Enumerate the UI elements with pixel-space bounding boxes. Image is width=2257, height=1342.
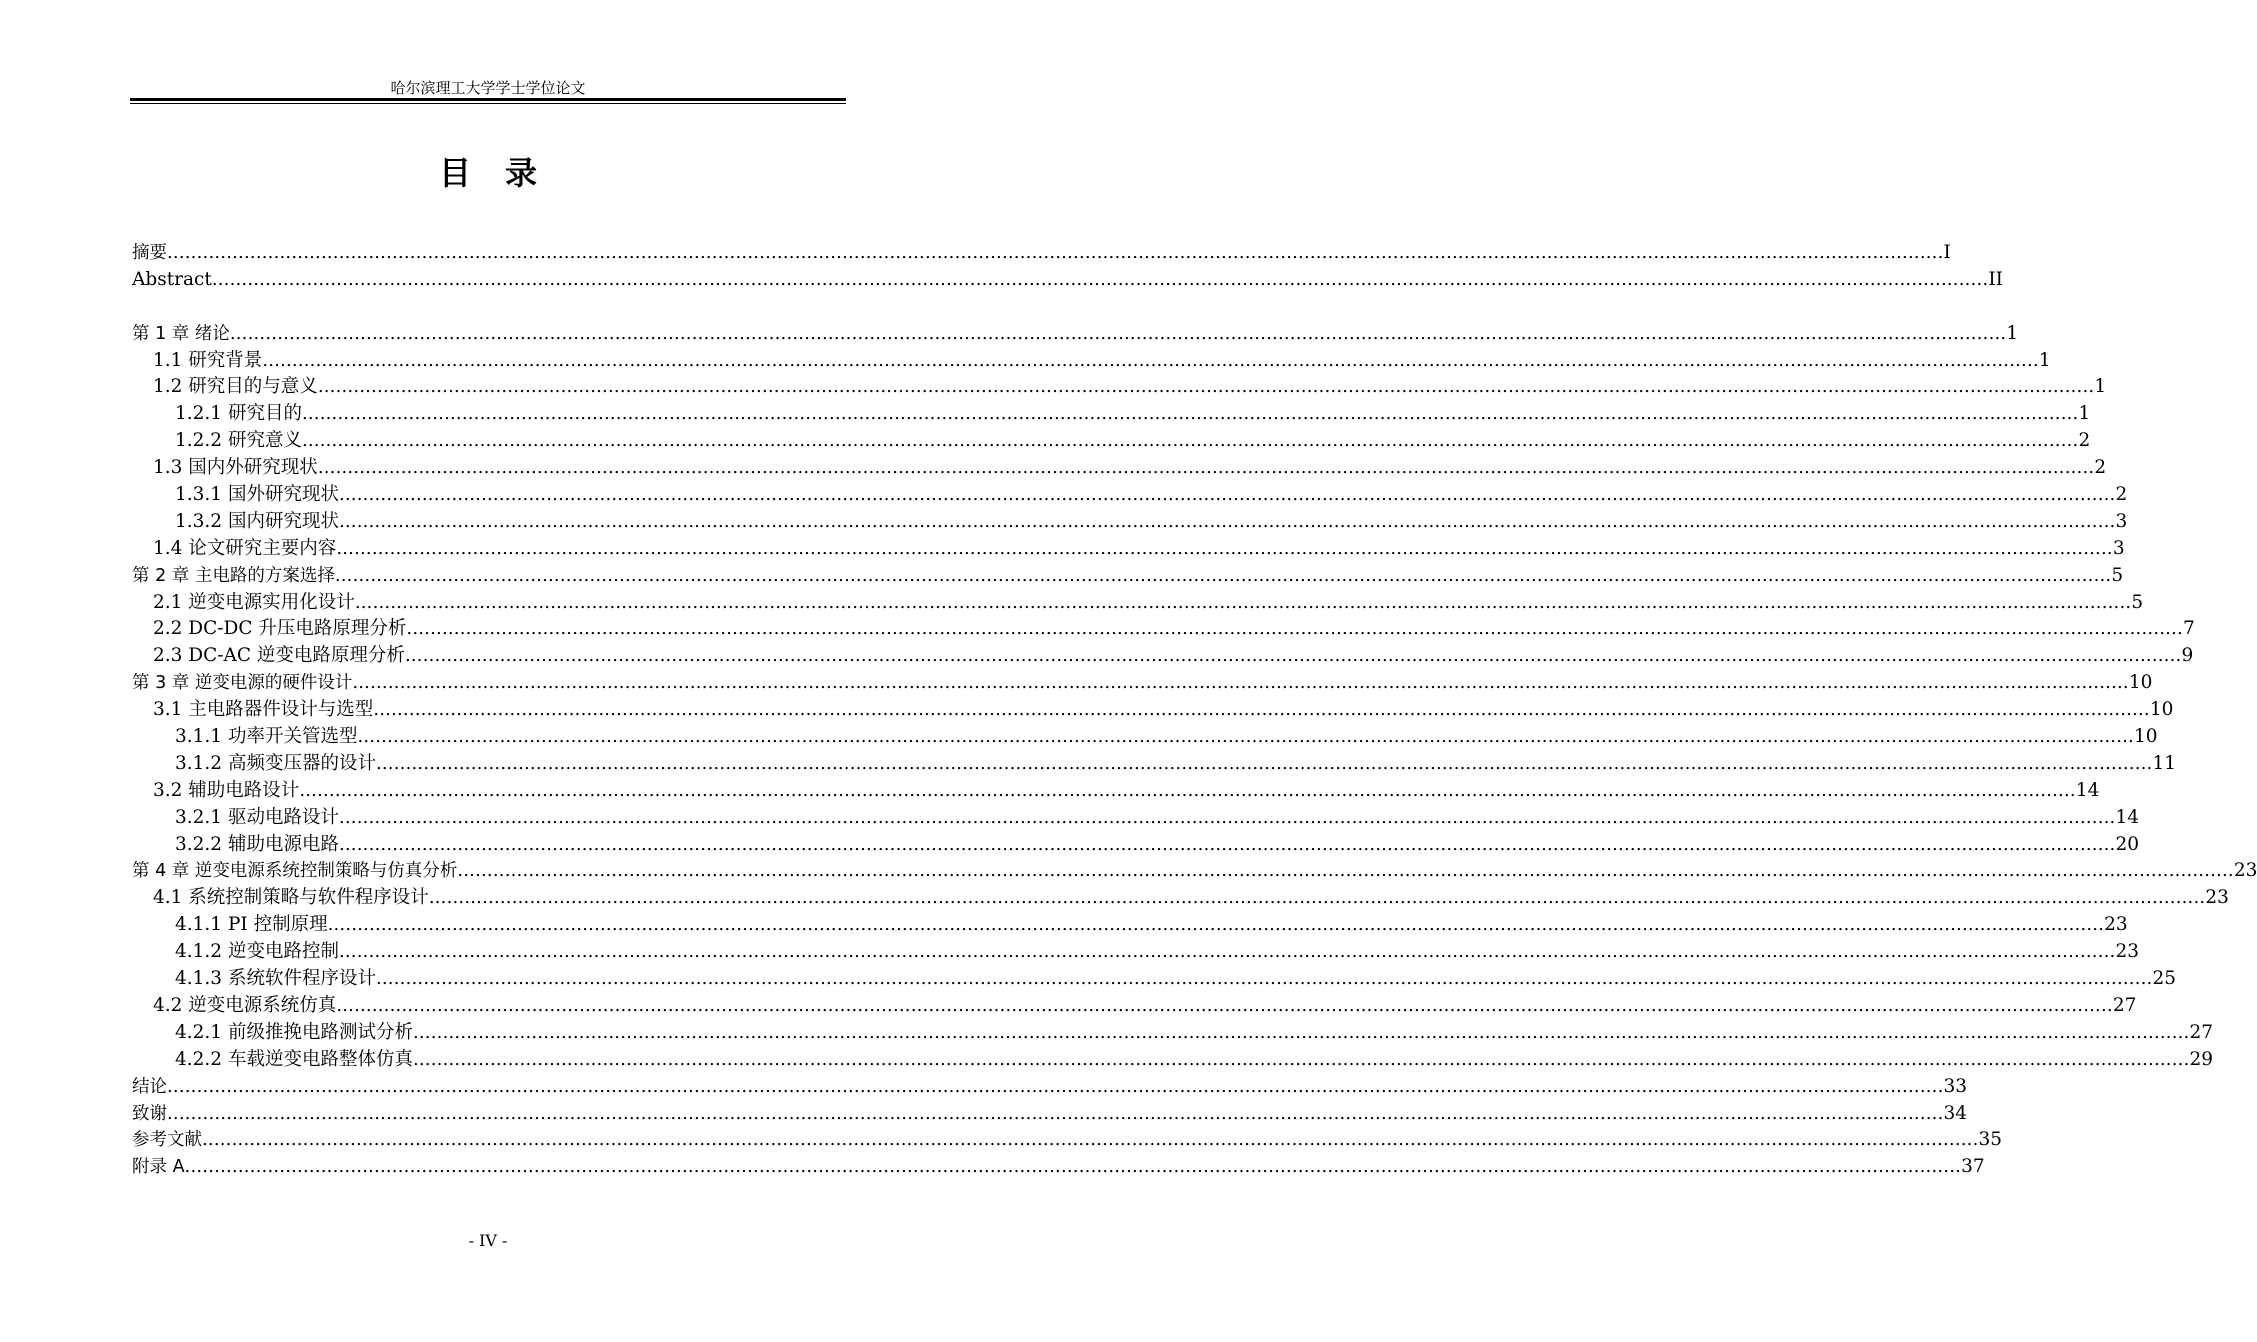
toc-entry[interactable]: [132, 751, 2177, 778]
toc-entry-page: I: [1943, 242, 1951, 263]
toc-entry-label: 第 1 章 绪论: [132, 323, 230, 344]
toc-entry-label: 3.2 辅助电路设计: [153, 779, 300, 801]
toc-entry[interactable]: [132, 563, 2124, 590]
toc-entry[interactable]: [132, 1127, 2003, 1154]
toc-entry-page: 20: [2115, 833, 2140, 855]
toc-entry-page: 23: [2205, 887, 2229, 909]
dot-leader: ............................................................................................................................................................................................................................................................................................................: [338, 510, 2116, 532]
dot-leader: ............................................................................................................................................................................................................................................................................................................: [229, 322, 2007, 344]
toc-entry-label: 第 2 章 主电路的方案选择: [132, 565, 335, 586]
toc-entry[interactable]: [132, 616, 2195, 643]
toc-entry-page: 2: [2115, 484, 2128, 506]
toc-entry-page: 10: [2128, 672, 2153, 694]
toc-entry[interactable]: [132, 536, 2125, 563]
toc-entry-label: 摘要: [132, 243, 167, 263]
toc-entry-page: 25: [2152, 968, 2177, 990]
toc-entry-label: 2.3 DC-AC 逆变电路原理分析: [153, 645, 405, 667]
toc-entry-label: 1.3 国内外研究现状: [153, 457, 318, 479]
toc-entry-page: 14: [2115, 806, 2140, 828]
dot-leader: ............................................................................................................................................................................................................................................................................................................: [338, 806, 2116, 828]
dot-leader: ............................................................................................................................................................................................................................................................................................................: [404, 645, 2182, 667]
toc-entry[interactable]: [132, 858, 2257, 885]
dot-leader: ............................................................................................................................................................................................................................................................................................................: [167, 1075, 1944, 1097]
dot-leader: ............................................................................................................................................................................................................................................................................................................: [338, 833, 2116, 855]
toc-entry-page: 3: [2112, 537, 2125, 559]
toc-entry[interactable]: [132, 778, 2100, 805]
toc-entry-page: 29: [2189, 1048, 2214, 1070]
dot-leader: ............................................................................................................................................................................................................................................................................................................: [412, 1048, 2190, 1070]
toc-entry-label: 结论: [132, 1076, 167, 1097]
dot-leader: ............................................................................................................................................................................................................................................................................................................: [354, 591, 2132, 613]
toc-entry[interactable]: [132, 643, 2194, 670]
toc-entry[interactable]: [132, 428, 2091, 455]
toc-entry-label: 4.2.2 车载逆变电路整体仿真: [175, 1048, 413, 1070]
toc-entry[interactable]: [132, 670, 2153, 697]
dot-leader: ............................................................................................................................................................................................................................................................................................................: [373, 699, 2150, 721]
toc-entry[interactable]: [132, 912, 2128, 939]
toc-entry[interactable]: [132, 374, 2107, 401]
toc-entry[interactable]: [132, 832, 2140, 859]
table-of-contents: [132, 240, 2257, 1181]
toc-entry-page: 14: [2075, 779, 2100, 801]
toc-entry[interactable]: [132, 966, 2177, 993]
toc-entry-page: 23: [2104, 914, 2128, 936]
toc-entry[interactable]: [132, 482, 2128, 509]
toc-entry-page: 27: [2189, 1021, 2214, 1043]
toc-entry-page: 11: [2152, 752, 2177, 774]
dot-leader: ............................................................................................................................................................................................................................................................................................................: [336, 537, 2113, 559]
toc-entry-label: 4.1.2 逆变电路控制: [175, 941, 339, 963]
toc-entry-page: 23: [2115, 941, 2140, 963]
header-rule: [130, 98, 846, 104]
toc-entry-label: 3.1.2 高频变压器的设计: [175, 752, 376, 774]
dot-leader: ............................................................................................................................................................................................................................................................................................................: [299, 779, 2076, 801]
toc-entry-page: 9: [2181, 645, 2194, 667]
dot-leader: ............................................................................................................................................................................................................................................................................................................: [334, 564, 2112, 586]
toc-entry-label: 第 3 章 逆变电源的硬件设计: [132, 673, 353, 694]
toc-entry[interactable]: [132, 1074, 1968, 1101]
toc-entry[interactable]: [132, 455, 2107, 482]
toc-entry-label: 致谢: [132, 1103, 167, 1124]
toc-entry-label: 4.2 逆变电源系统仿真: [153, 994, 337, 1016]
toc-entry-label: 1.4 论文研究主要内容: [153, 537, 337, 559]
toc-entry[interactable]: [132, 939, 2140, 966]
toc-entry[interactable]: [132, 509, 2128, 536]
toc-entry[interactable]: [132, 724, 2158, 751]
toc-entry[interactable]: [132, 697, 2174, 724]
toc-entry-page: 7: [2182, 618, 2195, 640]
toc-entry[interactable]: [132, 321, 2019, 348]
toc-entry-label: 第 4 章 逆变电源系统控制策略与仿真分析: [132, 861, 458, 882]
toc-entry-label: 4.1.1 PI 控制原理: [175, 914, 328, 936]
dot-leader: ............................................................................................................................................................................................................................................................................................................: [338, 941, 2116, 963]
dot-leader: ............................................................................................................................................................................................................................................................................................................: [412, 1021, 2190, 1043]
dot-leader: ............................................................................................................................................................................................................................................................................................................: [406, 618, 2183, 640]
toc-entry-label: 1.3.1 国外研究现状: [175, 484, 339, 506]
toc-entry-page: 34: [1943, 1102, 1968, 1124]
dot-leader: ............................................................................................................................................................................................................................................................................................................: [184, 1156, 1962, 1178]
dot-leader: ............................................................................................................................................................................................................................................................................................................: [301, 403, 2079, 425]
dot-leader: ............................................................................................................................................................................................................................................................................................................: [167, 1102, 1944, 1124]
toc-entry[interactable]: [132, 993, 2137, 1020]
toc-entry-label: 2.2 DC-DC 升压电路原理分析: [153, 618, 407, 640]
toc-entry-page: 33: [1943, 1075, 1968, 1097]
toc-entry-label: 3.2.1 驱动电路设计: [175, 806, 339, 828]
dot-leader: ............................................................................................................................................................................................................................................................................................................: [338, 484, 2116, 506]
toc-entry-label: 1.2 研究目的与意义: [153, 376, 318, 398]
running-header: 哈尔滨理工大学学士学位论文: [390, 79, 586, 97]
toc-entry-label: 1.1 研究背景: [153, 349, 263, 371]
toc-entry-page: 5: [2111, 564, 2124, 586]
toc-entry-label: 4.1 系统控制策略与软件程序设计: [153, 887, 429, 909]
dot-leader: ............................................................................................................................................................................................................................................................................................................: [336, 994, 2113, 1016]
toc-entry-label: 1.3.2 国内研究现状: [175, 510, 339, 532]
toc-entry-page: 10: [2133, 726, 2158, 748]
toc-entry[interactable]: [132, 267, 2003, 294]
toc-entry-page: 23: [2233, 860, 2257, 882]
dot-leader: ............................................................................................................................................................................................................................................................................................................: [317, 457, 2095, 479]
toc-entry-page: 1: [2006, 322, 2019, 344]
dot-leader: ............................................................................................................................................................................................................................................................................................................: [352, 672, 2129, 694]
toc-entry[interactable]: [132, 1154, 1985, 1181]
dot-leader: ............................................................................................................................................................................................................................................................................................................: [375, 752, 2153, 774]
toc-entry-label: 3.2.2 辅助电源电路: [175, 833, 339, 855]
toc-entry-page: 5: [2131, 591, 2144, 613]
dot-leader: ............................................................................................................................................................................................................................................................................................................: [167, 242, 1944, 263]
toc-entry-label: 1.2.1 研究目的: [175, 403, 302, 425]
page-title: 目录: [438, 154, 571, 192]
toc-entry[interactable]: [132, 1101, 1968, 1128]
dot-leader: ............................................................................................................................................................................................................................................................................................................: [428, 887, 2206, 909]
toc-entry-label: 3.1 主电路器件设计与选型: [153, 699, 374, 721]
toc-entry-page: 1: [2038, 349, 2051, 371]
toc-entry[interactable]: [132, 1020, 2214, 1047]
dot-leader: ............................................................................................................................................................................................................................................................................................................: [357, 726, 2134, 748]
toc-entry[interactable]: [132, 885, 2229, 912]
dot-leader: ............................................................................................................................................................................................................................................................................................................: [202, 1129, 1979, 1151]
toc-entry[interactable]: [132, 401, 2091, 428]
toc-entry-page: 37: [1961, 1156, 1985, 1178]
toc-entry-page: 1: [2094, 376, 2107, 398]
page-number: - IV -: [468, 1231, 508, 1250]
toc-entry-page: 35: [1978, 1129, 2003, 1151]
toc-entry-page: 2: [2078, 430, 2091, 452]
toc-entry-page: II: [1988, 268, 2003, 290]
toc-entry-label: 参考文献: [132, 1130, 202, 1151]
toc-entry-page: 10: [2149, 699, 2174, 721]
toc-entry-label: 2.1 逆变电源实用化设计: [153, 591, 355, 613]
dot-leader: ............................................................................................................................................................................................................................................................................................................: [301, 430, 2079, 452]
dot-leader: ............................................................................................................................................................................................................................................................................................................: [457, 860, 2234, 882]
toc-entry-page: 2: [2094, 457, 2107, 479]
toc-entry-page: 1: [2078, 403, 2091, 425]
dot-leader: ............................................................................................................................................................................................................................................................................................................: [211, 268, 1989, 290]
toc-entry-page: 27: [2112, 994, 2137, 1016]
toc-entry[interactable]: [132, 240, 1951, 267]
dot-leader: ............................................................................................................................................................................................................................................................................................................: [375, 968, 2153, 990]
toc-entry-page: 3: [2115, 510, 2128, 532]
toc-entry-label: 3.1.1 功率开关管选型: [175, 726, 358, 748]
toc-entry-label: 附录 A: [132, 1157, 185, 1178]
toc-entry[interactable]: [132, 805, 2140, 832]
toc-entry[interactable]: [132, 348, 2051, 375]
dot-leader: ............................................................................................................................................................................................................................................................................................................: [317, 376, 2095, 398]
dot-leader: ............................................................................................................................................................................................................................................................................................................: [327, 914, 2105, 936]
toc-entry-label: 1.2.2 研究意义: [175, 430, 302, 452]
toc-entry-label: 4.2.1 前级推挽电路测试分析: [175, 1021, 413, 1043]
toc-entry-label: Abstract: [132, 268, 212, 290]
dot-leader: ............................................................................................................................................................................................................................................................................................................: [262, 349, 2039, 371]
toc-entry-label: 4.1.3 系统软件程序设计: [175, 968, 376, 990]
toc-entry[interactable]: [132, 590, 2144, 617]
toc-entry[interactable]: [132, 1047, 2214, 1074]
